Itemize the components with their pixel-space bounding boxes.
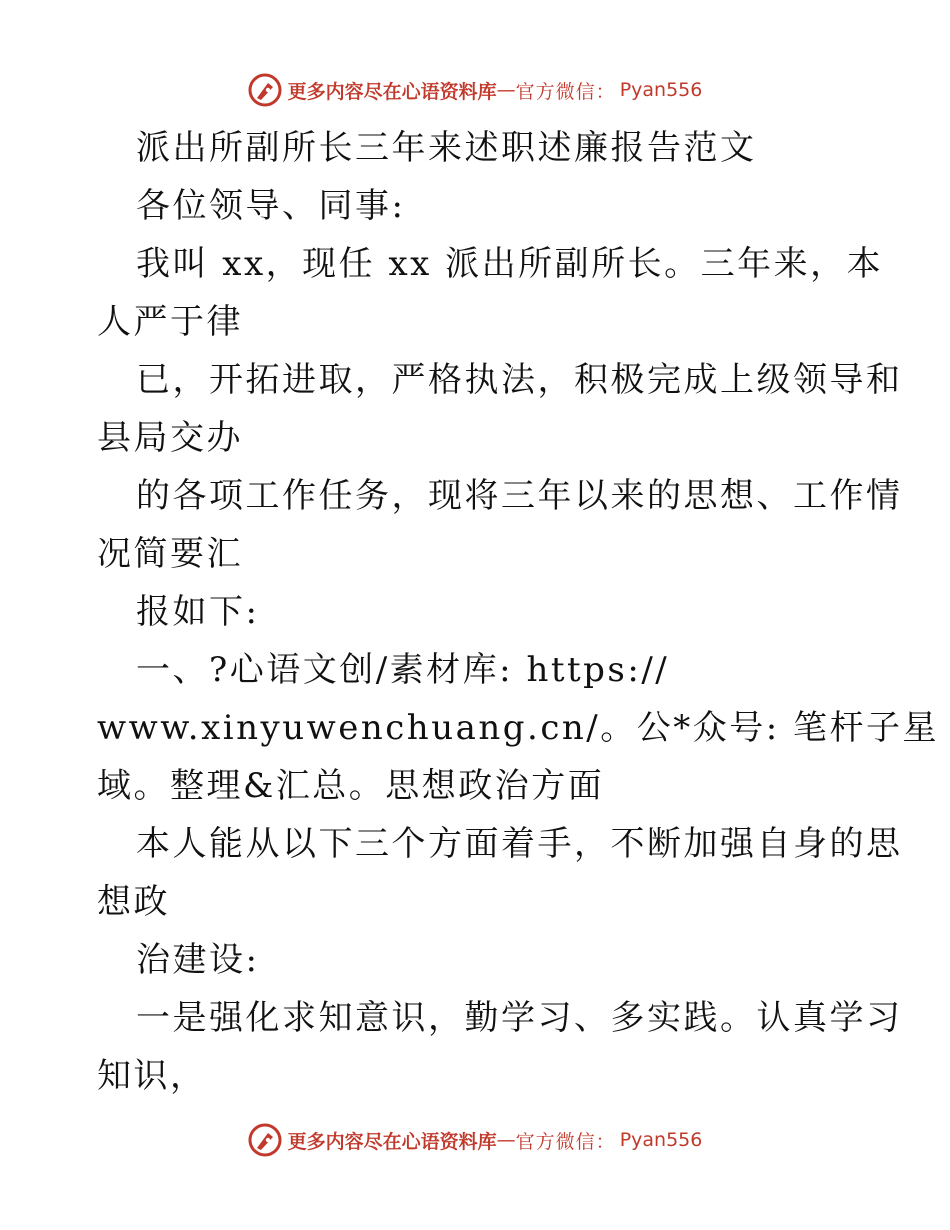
paragraph-line: 治建设: <box>136 940 260 980</box>
section-heading-line: 一、?心语文创/素材库: https:// <box>136 650 670 690</box>
paragraph-line: 已，开拓进取，严格执法，积极完成上级领导和 <box>136 360 903 400</box>
banner-wechat-id: Pyan556 <box>619 1129 703 1151</box>
section-heading-line: 域。整理&汇总。思想政治方面 <box>97 766 605 806</box>
header-watermark-banner <box>0 70 950 110</box>
banner-main-text: 更多内容尽在心语资料库 <box>287 1130 497 1153</box>
section-heading-line: www.xinyuwenchuang.cn/。公*众号: 笔杆子星 <box>97 708 939 748</box>
paragraph-line: 我叫 xx，现任 xx 派出所副所长。三年来，本 <box>136 244 884 284</box>
paragraph-line: 想政 <box>97 882 170 922</box>
document-title: 派出所副所长三年来述职述廉报告范文 <box>136 128 757 168</box>
paragraph-line: 县局交办 <box>97 418 243 458</box>
pen-nib-seal-icon <box>248 73 282 107</box>
paragraph-line: 况简要汇 <box>97 534 243 574</box>
paragraph-line: 报如下: <box>136 592 260 632</box>
footer-watermark-banner <box>0 1120 950 1160</box>
banner-dash: — <box>496 79 516 101</box>
paragraph-line: 本人能从以下三个方面着手，不断加强自身的思 <box>136 824 903 864</box>
banner-wechat-label: 官方微信： <box>515 1130 616 1153</box>
paragraph-line: 一是强化求知意识，勤学习、多实践。认真学习 <box>136 998 903 1038</box>
pen-nib-seal-icon <box>248 1123 282 1157</box>
banner-dash: — <box>496 1129 516 1151</box>
paragraph-line: 的各项工作任务，现将三年以来的思想、工作情 <box>136 476 903 516</box>
banner-wechat-label: 官方微信： <box>515 80 616 103</box>
banner-main-text: 更多内容尽在心语资料库 <box>287 80 497 103</box>
paragraph-line: 知识， <box>97 1056 207 1096</box>
paragraph-line: 人严于律 <box>97 302 243 342</box>
banner-wechat-id: Pyan556 <box>619 79 703 101</box>
salutation: 各位领导、同事: <box>136 186 406 226</box>
